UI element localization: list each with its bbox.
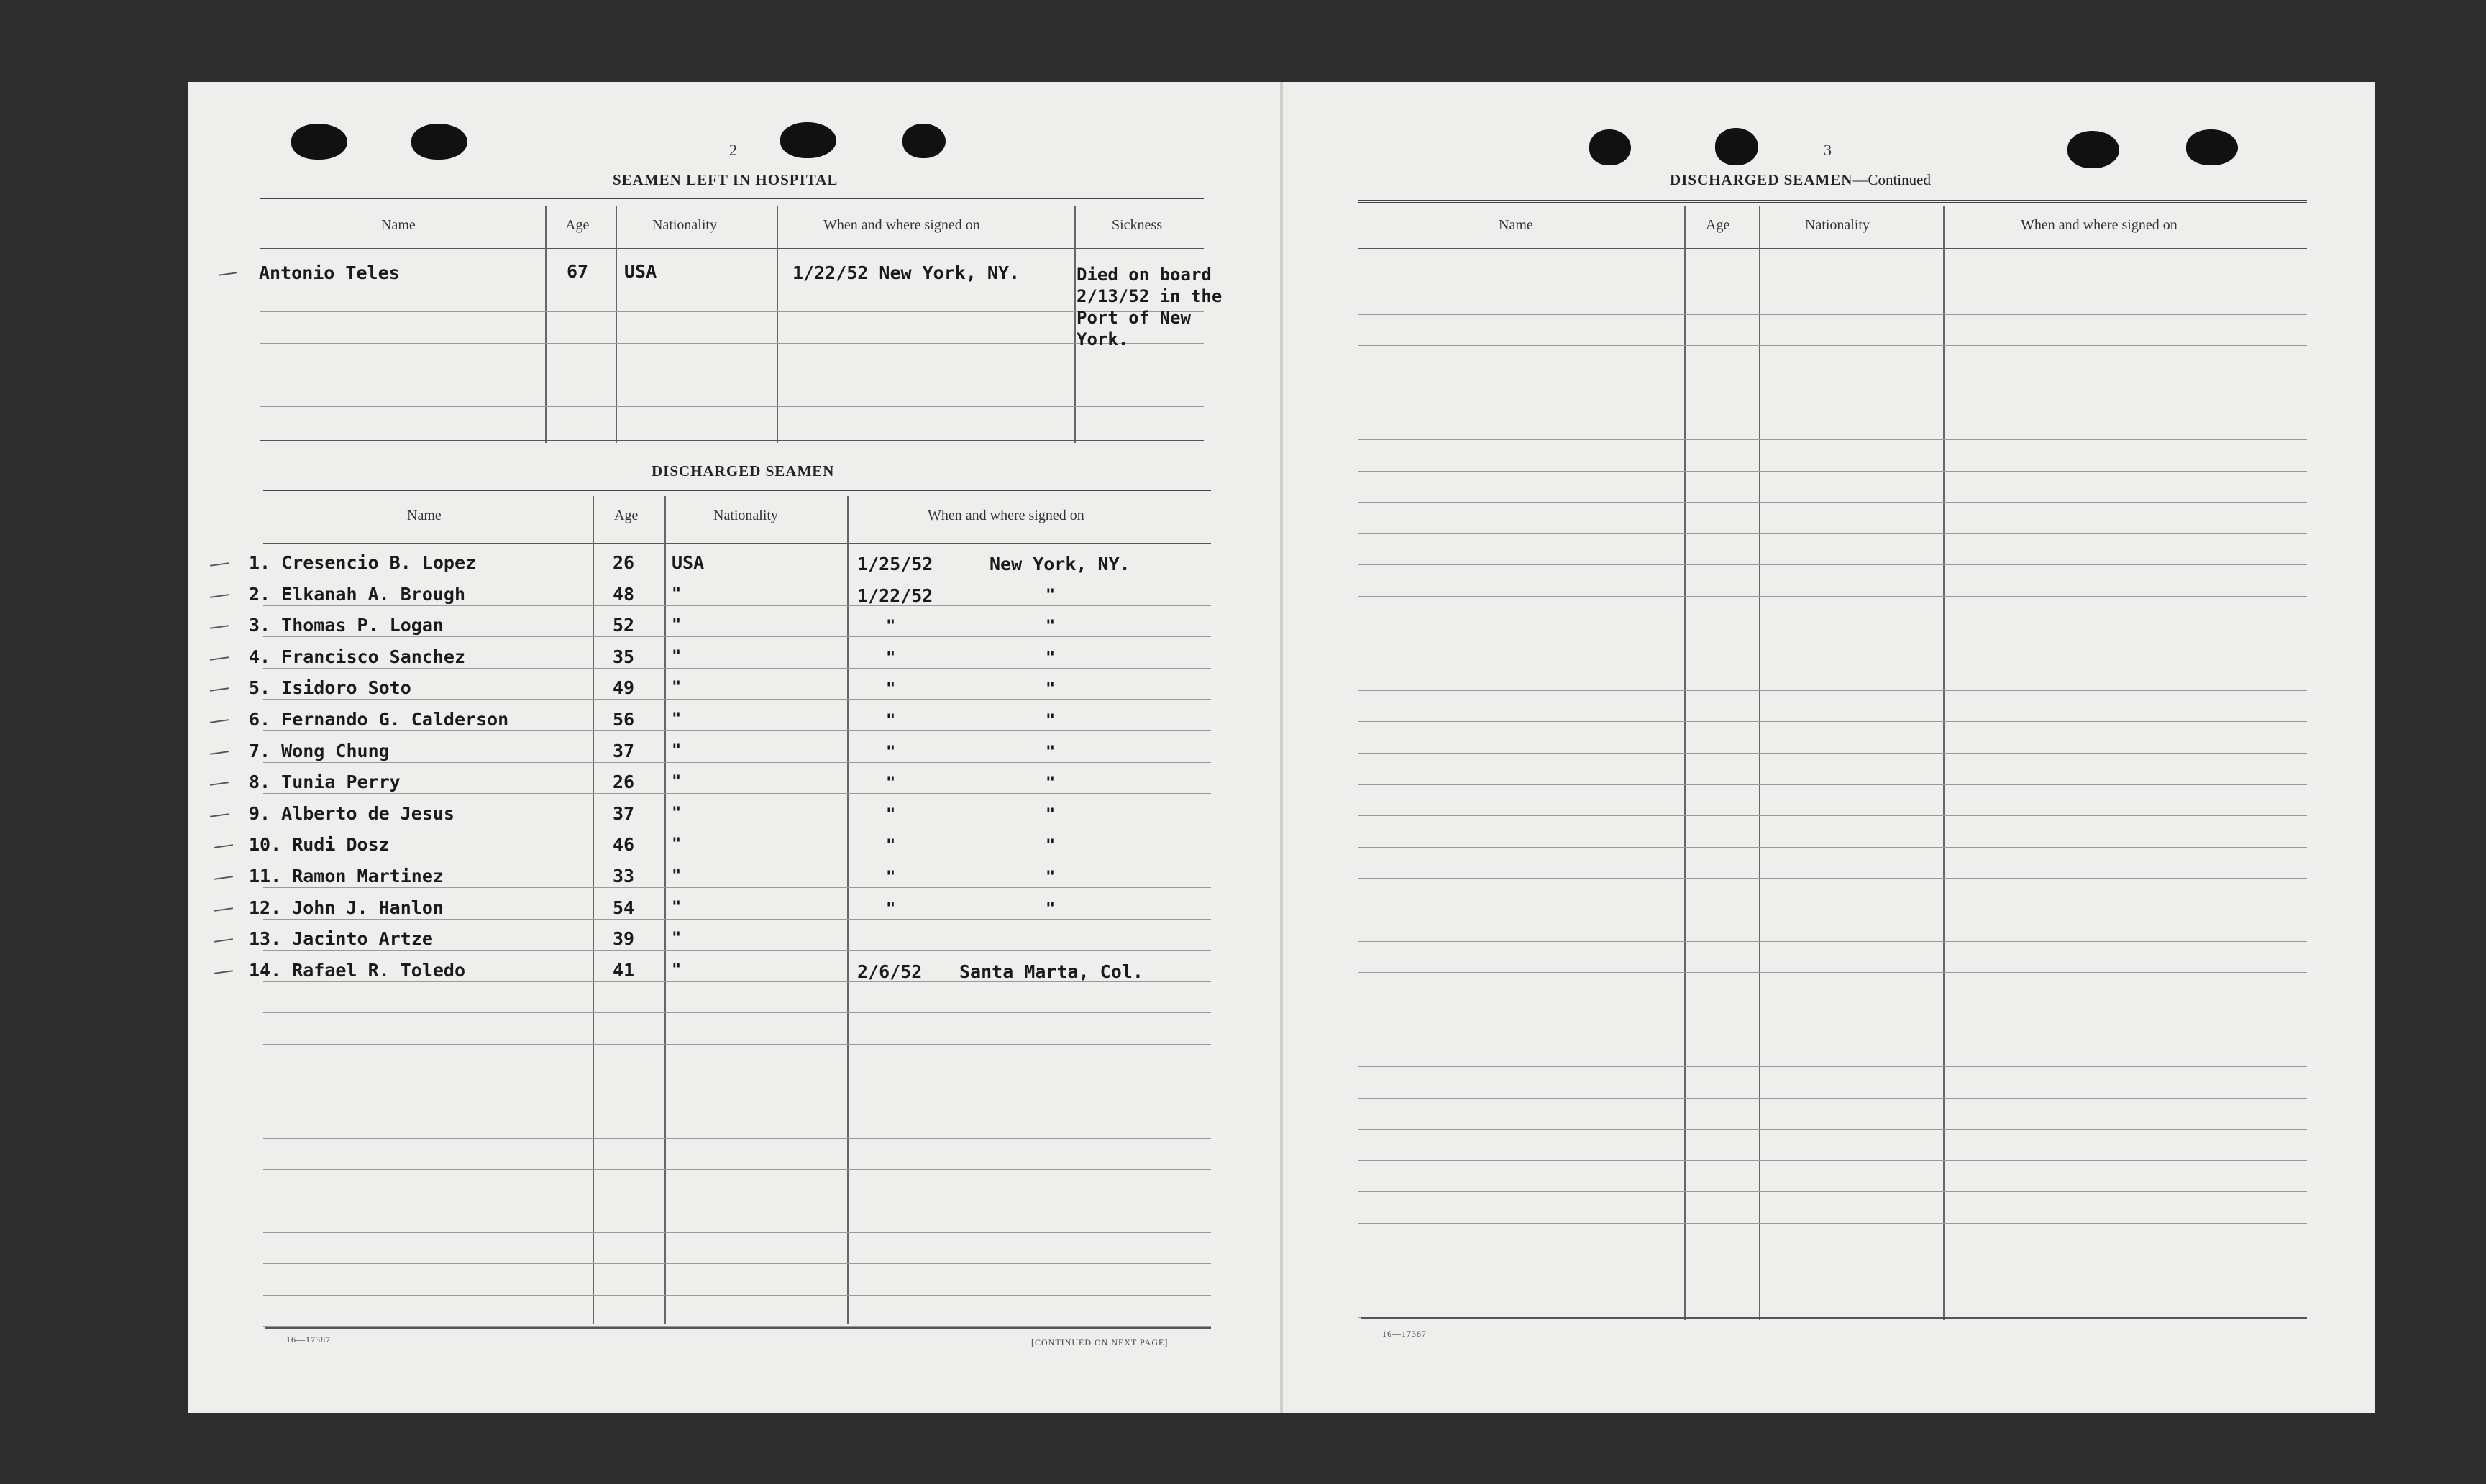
col-name: Name [407, 508, 442, 523]
seaman-signed-place: " [1046, 618, 1056, 636]
seaman-nationality: " [672, 835, 682, 853]
col-nationality: Nationality [713, 508, 778, 523]
col-signed-on: When and where signed on [823, 217, 980, 233]
row-line [1358, 471, 2307, 472]
header-rule [263, 543, 1211, 544]
seaman-signed-place: " [1046, 774, 1056, 792]
discharged-section-title: DISCHARGED SEAMEN [652, 462, 835, 480]
continued-section-title [1670, 171, 1931, 189]
page-fold [1280, 82, 1283, 1413]
row-line [263, 1295, 1211, 1296]
row-line [260, 311, 1204, 312]
seaman-nationality: " [672, 930, 682, 948]
seaman-name: 5. Isidoro Soto [249, 677, 411, 698]
seaman-signed-date: " [886, 680, 896, 698]
row-line [263, 762, 1211, 763]
row-line [1358, 1129, 2307, 1130]
seaman-name: 7. Wong Chung [249, 741, 390, 761]
row-line [263, 1232, 1211, 1233]
row-line [263, 1012, 1211, 1013]
seaman-name: 14. Rafael R. Toledo [249, 960, 466, 981]
seaman-age: 39 [613, 928, 635, 949]
row-line [1358, 439, 2307, 440]
row-line [1358, 721, 2307, 722]
seaman-signed-date: 2/6/52 [857, 961, 923, 982]
seaman-name: 3. Thomas P. Logan [249, 615, 444, 636]
col-divider [1684, 206, 1686, 1320]
col-age: Age [614, 508, 639, 523]
row-line [1358, 502, 2307, 503]
row-line [1358, 815, 2307, 816]
seaman-signed-date: 1/22/52 [857, 585, 933, 606]
row-line [263, 887, 1211, 888]
seaman-age: 52 [613, 615, 635, 636]
punch-hole [2186, 129, 2238, 165]
row-line [263, 668, 1211, 669]
col-divider [1943, 206, 1945, 1320]
seaman-name: 10. Rudi Dosz [249, 834, 390, 855]
row-line [1358, 753, 2307, 754]
col-signed-on: When and where signed on [2021, 217, 2177, 233]
punch-hole [2067, 131, 2119, 168]
table-bottom-rule [265, 1327, 1211, 1329]
row-line [1358, 1191, 2307, 1192]
row-line [263, 605, 1211, 606]
seaman-signed-date: " [886, 774, 896, 792]
title-continued: —Continued [1852, 171, 1931, 188]
col-divider [545, 206, 547, 443]
seaman-name: 8. Tunia Perry [249, 771, 401, 792]
seaman-signed-place: " [1046, 587, 1056, 605]
title-bold: DISCHARGED SEAMEN [1670, 171, 1853, 188]
row-line [263, 636, 1211, 637]
table-top-rule [263, 490, 1211, 493]
table-top-rule [1358, 200, 2307, 203]
header-rule [1358, 248, 2307, 249]
seaman-age: 41 [613, 960, 635, 981]
row-line [260, 406, 1204, 407]
seaman-signed-place: " [1046, 680, 1056, 698]
col-divider [1074, 206, 1076, 443]
seaman-age: 33 [613, 866, 635, 887]
table-top-rule [260, 198, 1204, 201]
seaman-signed-date: 1/25/52 [857, 554, 933, 574]
row-line [1358, 784, 2307, 785]
col-nationality: Nationality [652, 217, 717, 233]
form-number: 16—17387 [1382, 1329, 1427, 1339]
seaman-signed-date: " [886, 837, 896, 855]
seaman-signed-date: " [886, 743, 896, 761]
row-line [1358, 972, 2307, 973]
col-divider [777, 206, 778, 443]
seaman-signed-place: " [1046, 743, 1056, 761]
row-line [1358, 564, 2307, 565]
row-line [1358, 314, 2307, 315]
col-name: Name [381, 217, 416, 233]
seaman-name: 2. Elkanah A. Brough [249, 584, 466, 605]
col-divider [1759, 206, 1760, 1320]
seaman-signed-place: New York, NY. [990, 554, 1130, 574]
row-line [1358, 533, 2307, 534]
seaman-nationality: " [672, 742, 682, 760]
punch-hole [1589, 129, 1631, 165]
seaman-signed-date: " [886, 712, 896, 730]
row-line [1358, 1066, 2307, 1067]
seaman-signed-place: " [1046, 837, 1056, 855]
seaman-signed-date: " [886, 869, 896, 887]
seaman-nationality: " [672, 585, 682, 603]
seaman-signed-place: " [1046, 900, 1056, 918]
seaman-nationality: " [672, 961, 682, 979]
row-line [1358, 345, 2307, 346]
seaman-nationality: " [672, 648, 682, 666]
right-page [1281, 82, 2375, 1413]
seaman-age: 37 [613, 741, 635, 761]
punch-hole [411, 124, 467, 160]
row-line [1358, 1160, 2307, 1161]
seaman-age: 26 [613, 552, 635, 573]
hospital-name: Antonio Teles [259, 262, 400, 283]
row-line [263, 950, 1211, 951]
seaman-age: 26 [613, 771, 635, 792]
seaman-name: 13. Jacinto Artze [249, 928, 433, 949]
seaman-age: 56 [613, 709, 635, 730]
row-line [1358, 847, 2307, 848]
seaman-age: 48 [613, 584, 635, 605]
punch-hole [1715, 128, 1758, 165]
row-line [263, 1138, 1211, 1139]
seaman-age: 49 [613, 677, 635, 698]
row-line [263, 699, 1211, 700]
row-line [263, 793, 1211, 794]
seaman-signed-place: " [1046, 869, 1056, 887]
row-line [263, 1263, 1211, 1264]
seaman-signed-date: " [886, 618, 896, 636]
page-number: 3 [1824, 141, 1832, 159]
hospital-nationality: USA [624, 261, 657, 282]
col-divider [616, 206, 617, 443]
hospital-age: 67 [567, 261, 589, 282]
punch-hole [902, 124, 946, 158]
seaman-age: 37 [613, 803, 635, 824]
row-line [263, 730, 1211, 731]
col-nationality: Nationality [1805, 217, 1870, 233]
table-bottom-rule [1361, 1317, 2307, 1319]
seaman-name: 1. Cresencio B. Lopez [249, 552, 477, 573]
hospital-section-title: SEAMEN LEFT IN HOSPITAL [613, 171, 838, 188]
seaman-signed-date: " [886, 806, 896, 824]
seaman-name: 4. Francisco Sanchez [249, 646, 466, 667]
table-bottom-rule [260, 440, 1204, 441]
seaman-nationality: " [672, 899, 682, 917]
seaman-name: 12. John J. Hanlon [249, 897, 444, 918]
row-line [263, 1326, 1211, 1327]
seaman-signed-place: " [1046, 806, 1056, 824]
col-age: Age [565, 217, 590, 233]
form-number: 16—17387 [286, 1334, 331, 1345]
row-line [263, 1169, 1211, 1170]
row-line [1358, 941, 2307, 942]
row-line [1358, 1098, 2307, 1099]
punch-hole [291, 124, 347, 160]
seaman-signed-date: " [886, 900, 896, 918]
col-age: Age [1706, 217, 1730, 233]
row-line [260, 343, 1204, 344]
seaman-signed-place: " [1046, 649, 1056, 667]
seaman-nationality: " [672, 710, 682, 728]
col-sickness: Sickness [1112, 217, 1162, 233]
seaman-name: 9. Alberto de Jesus [249, 803, 454, 824]
row-line [1358, 690, 2307, 691]
continued-note: [CONTINUED ON NEXT PAGE] [1031, 1337, 1169, 1347]
row-line [263, 919, 1211, 920]
hospital-signed-on: 1/22/52 New York, NY. [792, 262, 1020, 283]
seaman-nationality: " [672, 679, 682, 697]
seaman-nationality: " [672, 616, 682, 634]
seaman-name: 11. Ramon Martinez [249, 866, 444, 887]
punch-hole [780, 122, 836, 158]
seaman-signed-date: " [886, 649, 896, 667]
page-number: 2 [729, 141, 737, 159]
seaman-age: 54 [613, 897, 635, 918]
hospital-sickness: Died on board 2/13/52 in the Port of New York. [1077, 265, 1223, 349]
header-rule [260, 248, 1204, 249]
seaman-nationality: " [672, 805, 682, 823]
seaman-age: 46 [613, 834, 635, 855]
seaman-signed-place: Santa Marta, Col. [959, 961, 1143, 982]
row-line [1358, 596, 2307, 597]
seaman-signed-place: " [1046, 712, 1056, 730]
row-line [1358, 1223, 2307, 1224]
seaman-nationality: " [672, 773, 682, 791]
seaman-nationality: " [672, 867, 682, 885]
seaman-age: 35 [613, 646, 635, 667]
row-line [263, 1044, 1211, 1045]
col-name: Name [1499, 217, 1533, 233]
col-signed-on: When and where signed on [928, 508, 1084, 523]
seaman-nationality: USA [672, 552, 705, 573]
row-line [1358, 878, 2307, 879]
seaman-name: 6. Fernando G. Calderson [249, 709, 509, 730]
